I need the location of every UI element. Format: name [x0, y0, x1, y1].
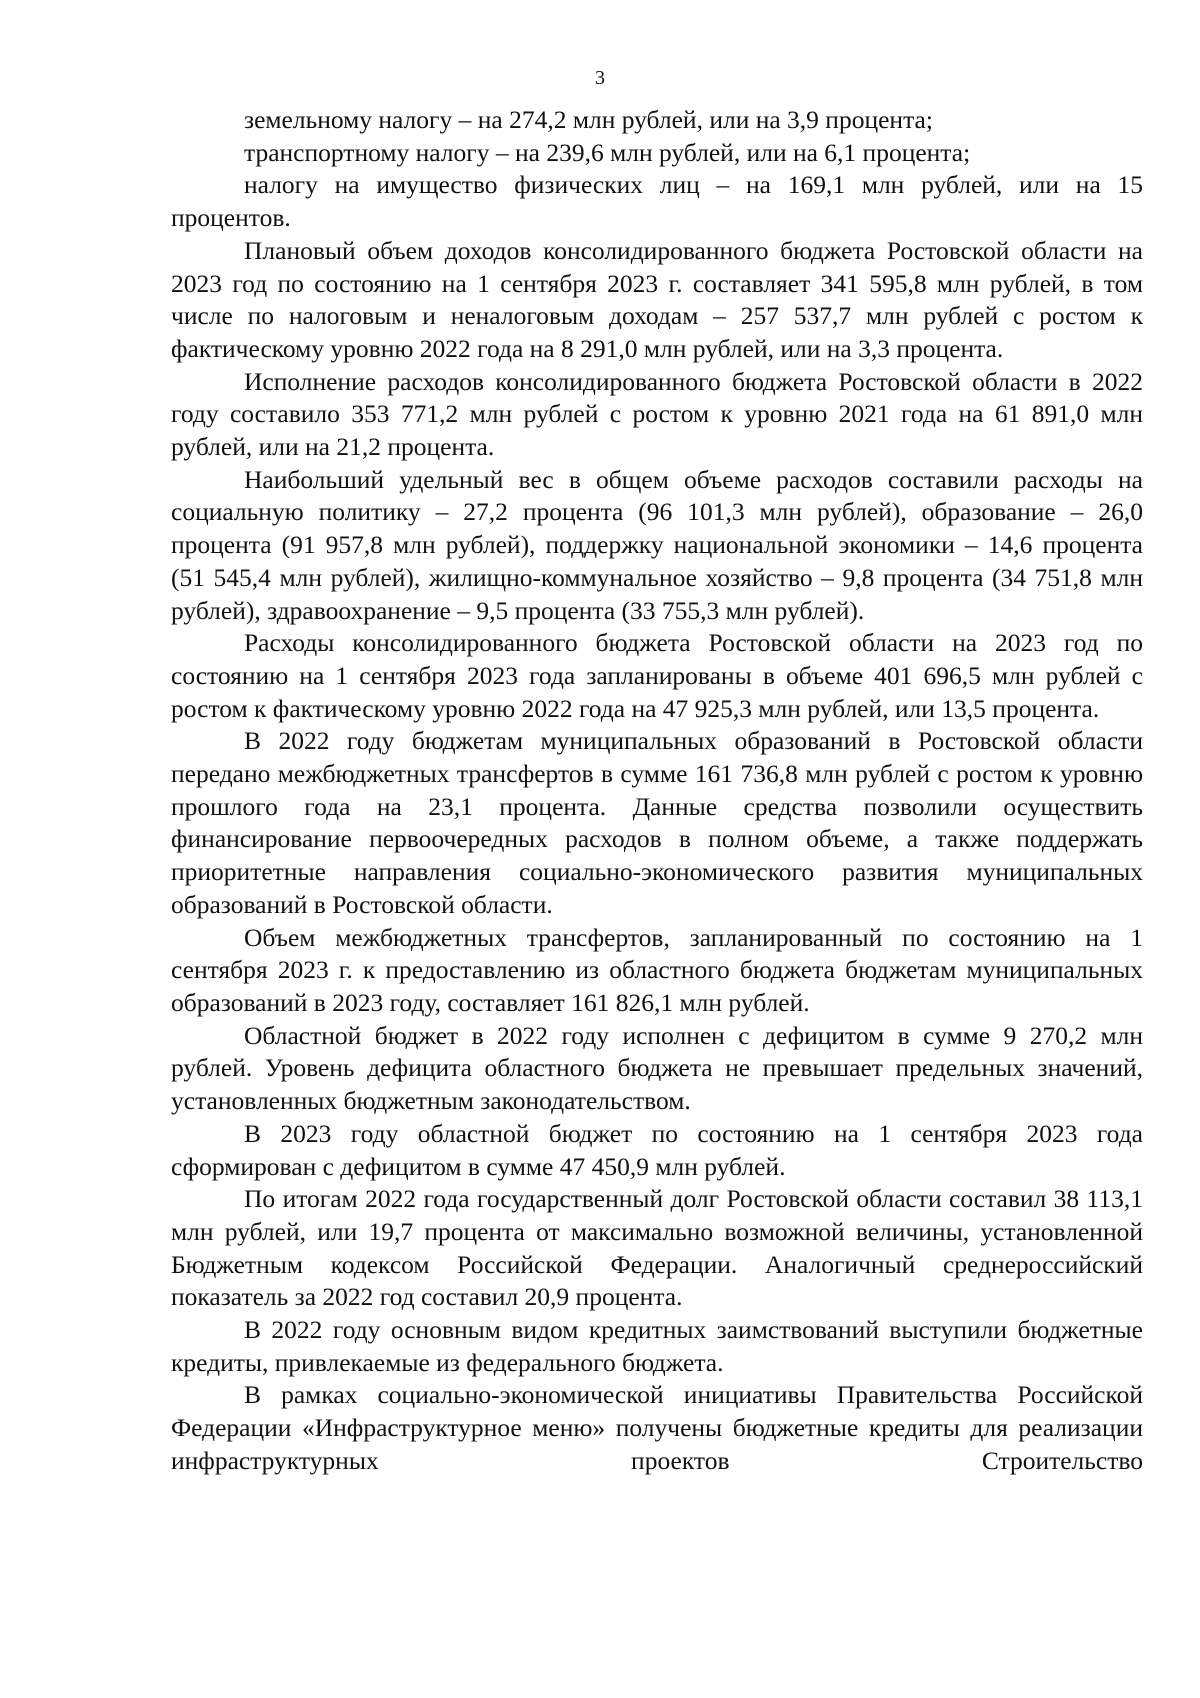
paragraph-infrastructure-menu: В рамках социально-экономической инициативы Правительства Российской Федерации «Инфраструктурное меню» получены бюджетные кредиты для реализации инфраструктурных проектов Строительство: [171, 1380, 1143, 1475]
paragraph-land-tax: земельному налогу – на 274,2 млн рублей, или на 3,9 процента;: [244, 105, 933, 134]
document-body: [171, 104, 1143, 1478]
paragraph-planned-revenue: Плановый объем доходов консолидированного бюджета Ростовской области на 2023 год по состоянию на 1 сентября 2023 г. составляет 341 595,8 млн рублей, в том числе по налоговым и неналоговым доходам – 257 537,7 млн рублей с ростом к фактическому уровню 2022 года на 8 291,0 млн рублей, или на 3,3 процента.: [171, 235, 1143, 363]
paragraph-municipal-transfers-2023: Объем межбюджетных трансфертов, запланированный по состоянию на 1 сентября 2023 г. к предоставлению из областного бюджета бюджетам муниципальных образований в 2023 году, составляет 161 826,1 млн рублей.: [171, 922, 1143, 1017]
paragraph-borrowings: В 2022 году основным видом кредитных заимствований выступили бюджетные кредиты, привлекаемые из федерального бюджета.: [171, 1315, 1143, 1377]
paragraph-deficit-2023: В 2023 году областной бюджет по состоянию на 1 сентября 2023 года сформирован с дефицитом в сумме 47 450,9 млн рублей.: [171, 1118, 1143, 1181]
paragraph-public-debt: По итогам 2022 года государственный долг Ростовской области составил 38 113,1 млн рублей, или 19,7 процента от максимально возможной величины, установленной Бюджетным кодексом Российской Федерации. Аналогичный среднероссийский показатель за 2022 год составил 20,9 процента.: [171, 1184, 1143, 1312]
paragraph-expenditure-structure: Наибольший удельный вес в общем объеме расходов составили расходы на социальную политику – 27,2 процента (96 101,3 млн рублей), образование – 26,0 процента (91 957,8 млн рублей), поддержку национальной экономики – 14,6 процента (51 545,4 млн рублей), жилищно-коммунальное хозяйство – 9,8 процента (34 751,8 млн рублей), здравоохранение – 9,5 процента (33 755,3 млн рублей).: [171, 464, 1143, 625]
paragraph-transport-tax: транспортному налогу – на 239,6 млн рублей, или на 6,1 процента;: [244, 137, 971, 167]
paragraph-municipal-transfers-2022: В 2022 году бюджетам муниципальных образований в Ростовской области передано межбюджетных трансфертов в сумме 161 736,8 млн рублей с ростом к уровню прошлого года на 23,1 процента. Данные средства позволили осуществить финансирование первоочередных расходов в полном объеме, а также поддержать приоритетные направления социально-экономического развития муниципальных образований в Ростовской области.: [171, 726, 1143, 919]
paragraph-expenditure-execution: Исполнение расходов консолидированного бюджета Ростовской области в 2022 году составило 353 771,2 млн рублей с ростом к уровню 2021 года на 61 891,0 млн рублей, или на 21,2 процента.: [171, 366, 1143, 462]
paragraph-property-tax: налогу на имущество физических лиц – на 169,1 млн рублей, или на 15 процентов.: [171, 170, 1143, 233]
page-number: 3: [595, 67, 605, 89]
paragraph-deficit-2022: Областной бюджет в 2022 году исполнен с дефицитом в сумме 9 270,2 млн рублей. Уровень дефицита областного бюджета не превышает предельных значений, установленных бюджетным законодательством.: [171, 1020, 1143, 1116]
paragraph-planned-expenditure: Расходы консолидированного бюджета Ростовской области на 2023 год по состоянию на 1 сентября 2023 года запланированы в объеме 401 696,5 млн рублей с ростом к фактическому уровню 2022 года на 47 925,3 млн рублей, или 13,5 процента.: [171, 628, 1143, 723]
